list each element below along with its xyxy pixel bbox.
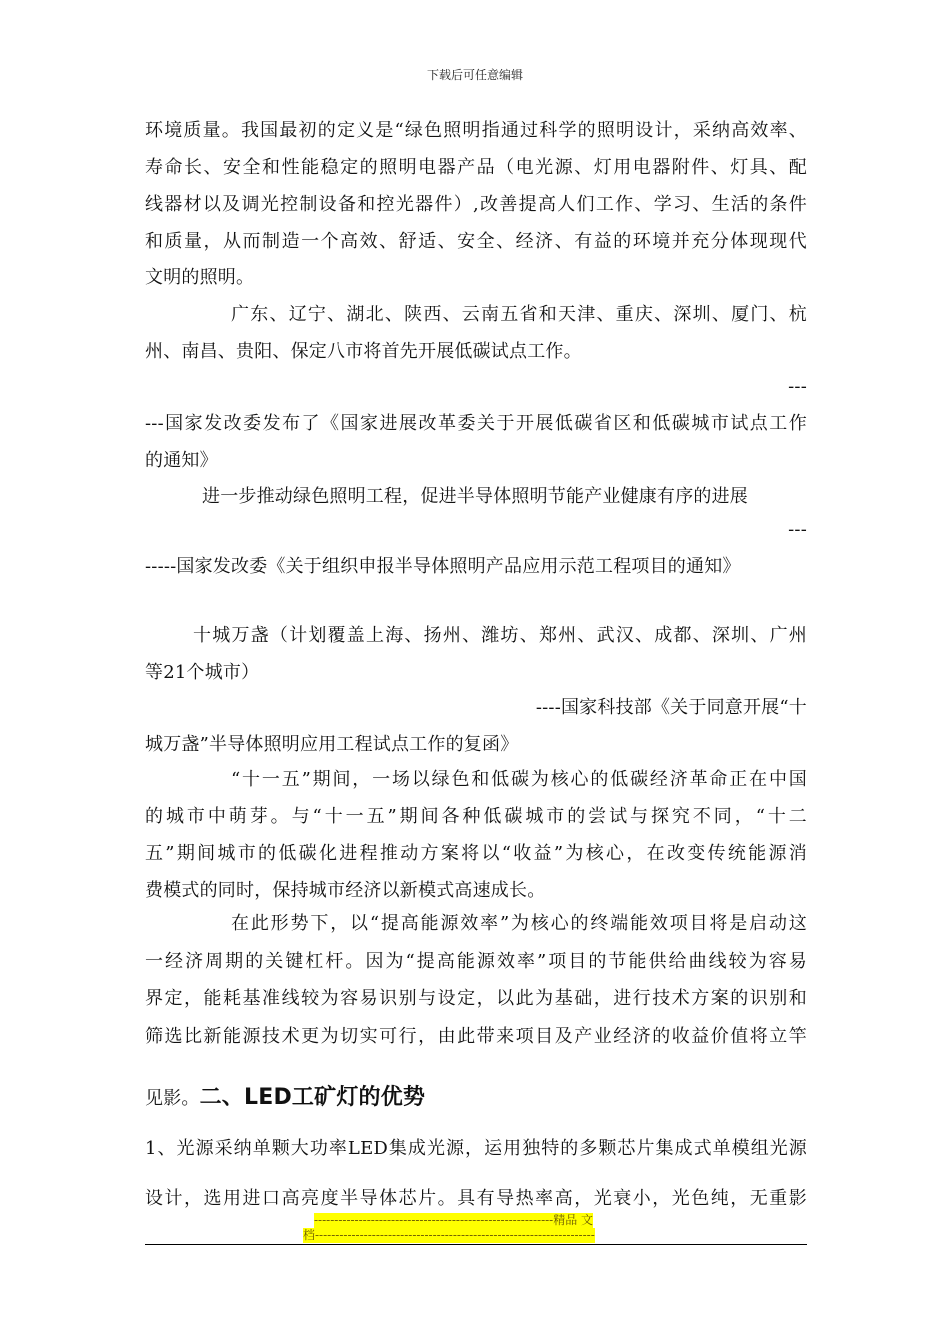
dash-line: --- [788, 376, 807, 397]
dash-line: --- [788, 519, 807, 540]
paragraph-line: 的城市中萌芽。与“十一五”期间各种低碳城市的尝试与探究不同，“十二 [145, 806, 807, 827]
paragraph-line: -----国家发改委《关于组织申报半导体照明产品应用示范工程项目的通知》 [145, 556, 741, 577]
paragraph-line: 设计，选用进口高亮度半导体芯片。具有导热率高，光衰小，光色纯，无重影 [145, 1188, 807, 1209]
paragraph-line: 和质量，从而制造一个高效、舒适、安全、经济、有益的环境并充分体现现代 [145, 231, 807, 252]
section-heading: 二、LED工矿灯的优势 [199, 1085, 426, 1110]
paragraph-line: 十城万盏（计划覆盖上海、扬州、潍坊、郑州、武汉、成都、深圳、广州 [193, 625, 807, 646]
paragraph-line: 的通知》 [145, 450, 218, 471]
paragraph-line: 环境质量。我国最初的定义是“绿色照明指通过科学的照明设计，采纳高效率、 [145, 120, 807, 141]
paragraph-line: 广东、辽宁、湖北、陕西、云南五省和天津、重庆、深圳、厦门、杭 [231, 304, 807, 325]
footer-rule [145, 1244, 807, 1245]
paragraph-line: 一经济周期的关键杠杆。因为“提高能源效率”项目的节能供给曲线较为容易 [145, 951, 807, 972]
paragraph-line: 进一步推动绿色照明工程，促进半导体照明节能产业健康有序的进展 [202, 486, 748, 507]
paragraph-line: 线器材以及调光控制设备和控光器件）,改善提高人们工作、学习、生活的条件 [145, 194, 807, 215]
paragraph-line: 1、光源采纳单颗大功率LED集成光源，运用独特的多颗芯片集成式单模组光源 [145, 1138, 807, 1159]
paragraph-line: 州、南昌、贵阳、保定八市将首先开展低碳试点工作。 [145, 341, 582, 362]
page-header: 下载后可任意编辑 [426, 68, 523, 82]
paragraph-tail: 见影。 [145, 1088, 200, 1109]
paragraph-line: 等21个城市） [145, 662, 260, 683]
paragraph-line: ----国家科技部《关于同意开展“十 [535, 697, 807, 718]
paragraph-line: 城万盏”半导体照明应用工程试点工作的复函》 [145, 734, 519, 755]
footer-watermark-line-2: 档--------------------------------------------------------------------- [303, 1228, 595, 1242]
paragraph-line: 费模式的同时，保持城市经济以新模式高速成长。 [145, 880, 546, 901]
paragraph-line: ---国家发改委发布了《国家进展改革委关于开展低碳省区和低碳城市试点工作 [145, 413, 807, 434]
paragraph-line: 在此形势下，以“提高能源效率”为核心的终端能效项目将是启动这 [231, 913, 807, 934]
paragraph-line: 寿命长、安全和性能稳定的照明电器产品（电光源、灯用电器附件、灯具、配 [145, 157, 807, 178]
paragraph-line: 文明的照明。 [145, 267, 255, 288]
footer-watermark-line-1: -----------------------------------------------------------精品 文 [314, 1213, 594, 1227]
paragraph-line: 界定，能耗基准线较为容易识别与设定，以此为基础，进行技术方案的识别和 [145, 988, 807, 1009]
section-heading-line [145, 1084, 807, 1113]
paragraph-line: “十一五”期间，一场以绿色和低碳为核心的低碳经济革命正在中国 [231, 769, 807, 790]
paragraph-line: 筛选比新能源技术更为切实可行，由此带来项目及产业经济的收益价值将立竿 [145, 1026, 807, 1047]
paragraph-line: 五”期间城市的低碳化进程推动方案将以“收益”为核心，在改变传统能源消 [145, 843, 807, 864]
